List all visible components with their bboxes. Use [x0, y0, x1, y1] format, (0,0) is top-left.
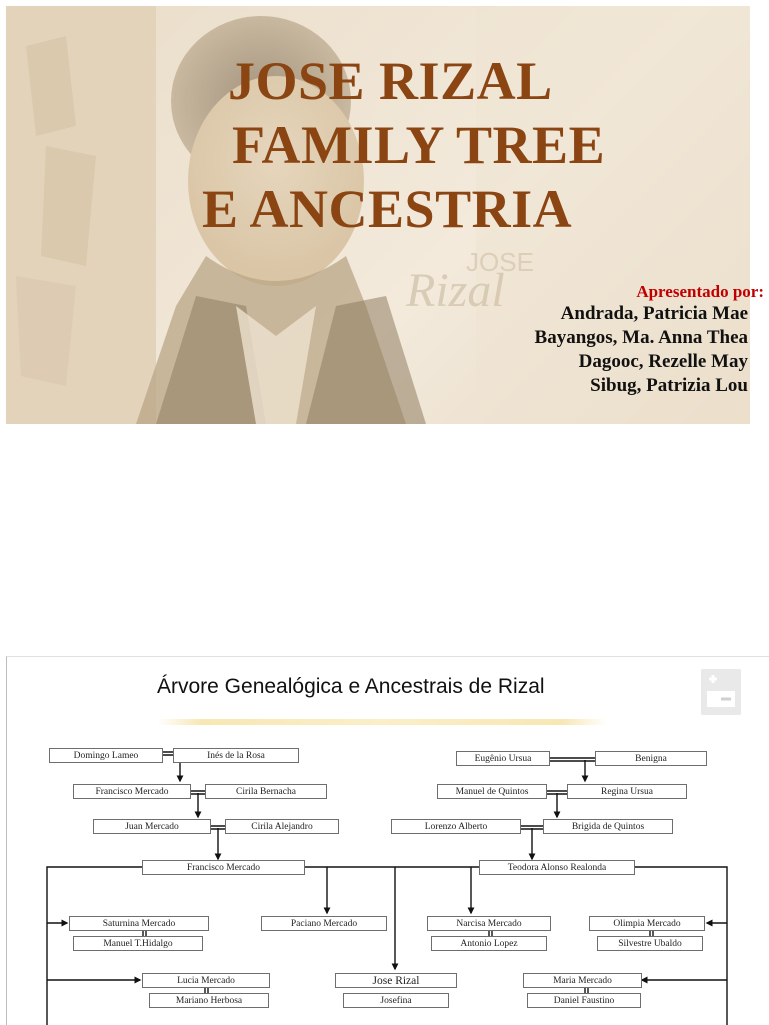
slide-title: Árvore Genealógica e Ancestrais de Rizal	[157, 675, 545, 698]
title-line-1: JOSE RIZAL	[228, 51, 553, 111]
tree-node: Paciano Mercado	[261, 916, 387, 931]
tree-node: Josefina	[343, 993, 449, 1008]
tree-node: Narcisa Mercado	[427, 916, 551, 931]
tree-node-jose-rizal: Jose Rizal	[335, 973, 457, 988]
svg-text:JOSE: JOSE	[466, 247, 534, 277]
tree-node: Mariano Herbosa	[149, 993, 269, 1008]
title-slide	[6, 6, 764, 424]
tree-node: Silvestre Ubaldo	[597, 936, 703, 951]
presenter-name: Andrada, Patricia Mae	[560, 303, 748, 324]
tree-node: Manuel T.Hidalgo	[73, 936, 203, 951]
tree-node: Brigida de Quintos	[543, 819, 673, 834]
title-line-3: E ANCESTRIA	[202, 179, 573, 239]
presenter-name: Dagooc, Rezelle May	[578, 351, 748, 372]
tree-node: Francisco Mercado	[142, 860, 305, 875]
tree-node: Teodora Alonso Realonda	[479, 860, 635, 875]
tree-node: Olimpia Mercado	[589, 916, 705, 931]
title-line-2: FAMILY TREE	[232, 115, 606, 175]
tree-node: Eugênio Ursua	[456, 751, 550, 766]
tree-node: Daniel Faustino	[527, 993, 641, 1008]
tree-node: Antonio Lopez	[431, 936, 547, 951]
tree-node: Regina Ursua	[567, 784, 687, 799]
tree-node: Inés de la Rosa	[173, 748, 299, 763]
tree-node: Benigna	[595, 751, 707, 766]
presenter-list	[535, 302, 748, 398]
tree-node: Maria Mercado	[523, 973, 642, 988]
tree-node: Francisco Mercado	[73, 784, 191, 799]
tree-connectors	[7, 657, 769, 1025]
tree-node: Manuel de Quintos	[437, 784, 547, 799]
tree-node: Lucia Mercado	[142, 973, 270, 988]
tree-node: Lorenzo Alberto	[391, 819, 521, 834]
presented-by-label: Apresentado por:	[636, 282, 764, 301]
tree-node: Saturnina Mercado	[69, 916, 209, 931]
presenter-name: Sibug, Patrizia Lou	[590, 375, 748, 396]
tree-node: Juan Mercado	[93, 819, 211, 834]
tree-node: Domingo Lameo	[49, 748, 163, 763]
tree-node: Cirila Alejandro	[225, 819, 339, 834]
tree-node: Cirila Bernacha	[205, 784, 327, 799]
family-tree-slide	[6, 656, 769, 1025]
presenter-name: Bayangos, Ma. Anna Thea	[534, 327, 748, 348]
svg-text:Rizal: Rizal	[406, 264, 505, 317]
